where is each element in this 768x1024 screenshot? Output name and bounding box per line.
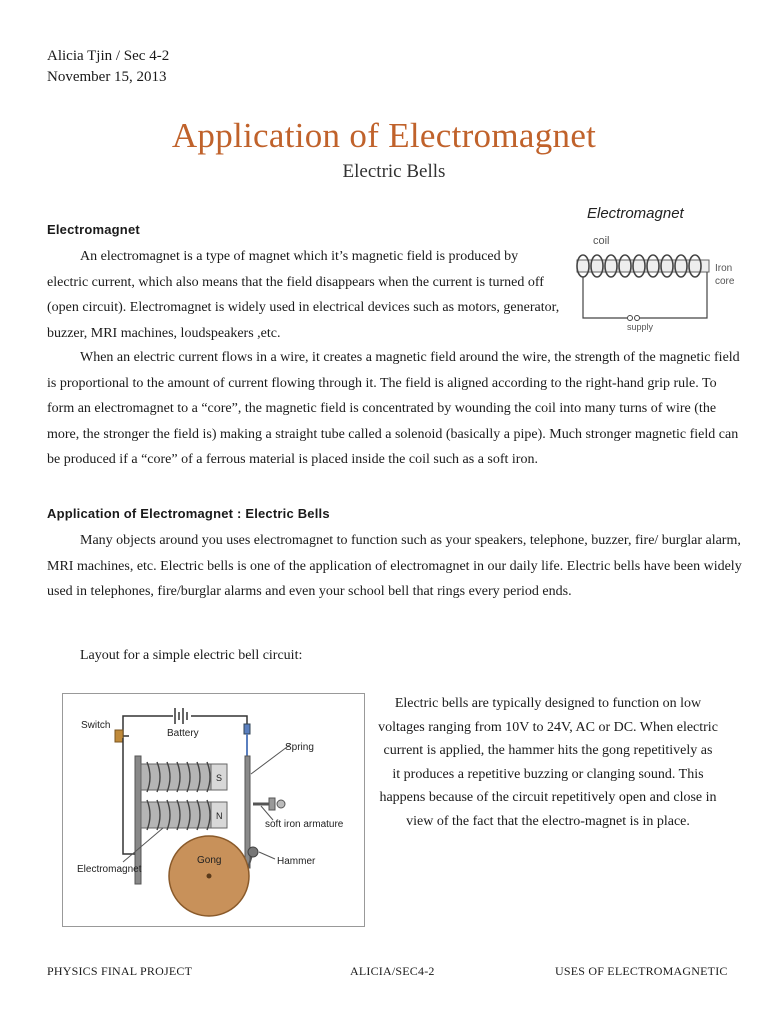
- bell-description: Electric bells are typically designed to function on low voltages ranging from 10V to 24V, AC or DC. When electric current is applied, the hammer hits the gong repetitively as it produces a repetitive buzzing or clanging sound. This happens because of the circuit repetitively open and close in view of the fact that the electro-magnet is in place.: [378, 696, 718, 829]
- switch-icon: [115, 730, 123, 742]
- circuit-wire-left: [123, 738, 135, 854]
- electric-bell-diagram: [62, 693, 365, 927]
- paragraph-text: Many objects around you uses electromagnet to function such as your speakers, telephone, buzzer, fire/ burglar alarm, MRI machines, etc. Electric bells is one of the application of electromagnet in our daily life. Electric bells have been widely used in telephones, fire/burglar alarms and even your school bell that rings every period ends.: [47, 533, 742, 600]
- date-line: November 15, 2013: [47, 69, 167, 85]
- author-block: [47, 46, 169, 88]
- footer-left: PHYSICS FINAL PROJECT: [47, 964, 193, 978]
- gong-label: Gong: [197, 855, 222, 866]
- sketch-terminal: [628, 316, 633, 321]
- footer-right: USES OF ELECTROMAGNETIC: [555, 964, 728, 978]
- armature-label: soft iron armature: [265, 819, 344, 830]
- author-line: Alicia Tjin / Sec 4-2: [47, 48, 170, 64]
- section-heading-electromagnet: Electromagnet: [47, 222, 140, 237]
- electromagnet-sketch: [567, 196, 747, 338]
- hammer-label: Hammer: [277, 856, 316, 867]
- layout-label: Layout for a simple electric bell circuit:: [80, 648, 303, 663]
- footer-center: ALICIA/SEC4-2: [350, 964, 435, 978]
- paragraph-electromagnet-2: [47, 345, 745, 473]
- contact-screw: [253, 798, 285, 810]
- sketch-terminal: [635, 316, 640, 321]
- page-subtitle: Electric Bells: [342, 161, 446, 182]
- section-heading-electric-bells: Application of Electromagnet : Electric Bells: [47, 506, 330, 521]
- gong-center: [207, 874, 212, 879]
- page-title: Application of Electromagnet: [171, 116, 597, 155]
- paragraph-text: When an electric current flows in a wire, it creates a magnetic field around the wire, the strength of the magnetic field is proportional to the amount of current flowing through it. The field is aligned according to the right-hand grip rule. To form an electromagnet to a “core”, the magnetic field is concentrated by wounding the coil into many turns of wire (the more, the stronger the field is) making a straight tube called a solenoid (basically a pipe). Much stronger magnetic field can be produced if a “core” of a ferrous material is placed inside the coil such as a soft iron.: [47, 350, 740, 468]
- electromagnet-pointer: [123, 828, 163, 862]
- hammer-icon: [248, 847, 258, 857]
- paragraph-text: An electromagnet is a type of magnet which it’s magnetic field is produced by electric current, which also means that the field disappears when the current is turned off (open circuit). Electromagnet is widely used in electrical devices such as motors, generator, buzzer, MRI machines, loudspeakers ,etc.: [47, 249, 560, 341]
- sketch-coil-label: coil: [593, 235, 610, 247]
- hammer-pointer: [259, 852, 275, 859]
- pole-n-label: N: [216, 811, 223, 821]
- switch-label: Switch: [81, 720, 111, 731]
- sketch-supply-label: supply: [627, 322, 654, 332]
- sketch-iron-label: Iron: [715, 263, 733, 274]
- sketch-title: Electromagnet: [587, 205, 684, 222]
- paragraph-electric-bells: [47, 528, 745, 605]
- spring-label: Spring: [285, 742, 314, 753]
- sketch-core-label: core: [715, 276, 735, 287]
- paragraph-electromagnet-1: [47, 244, 562, 346]
- battery-label: Battery: [167, 728, 199, 739]
- spring-mount: [244, 724, 250, 734]
- sketch-wire: [583, 272, 707, 318]
- pole-s-label: S: [216, 773, 223, 783]
- electromagnet-label: Electromagnet: [77, 864, 142, 875]
- battery-icon: [175, 708, 187, 724]
